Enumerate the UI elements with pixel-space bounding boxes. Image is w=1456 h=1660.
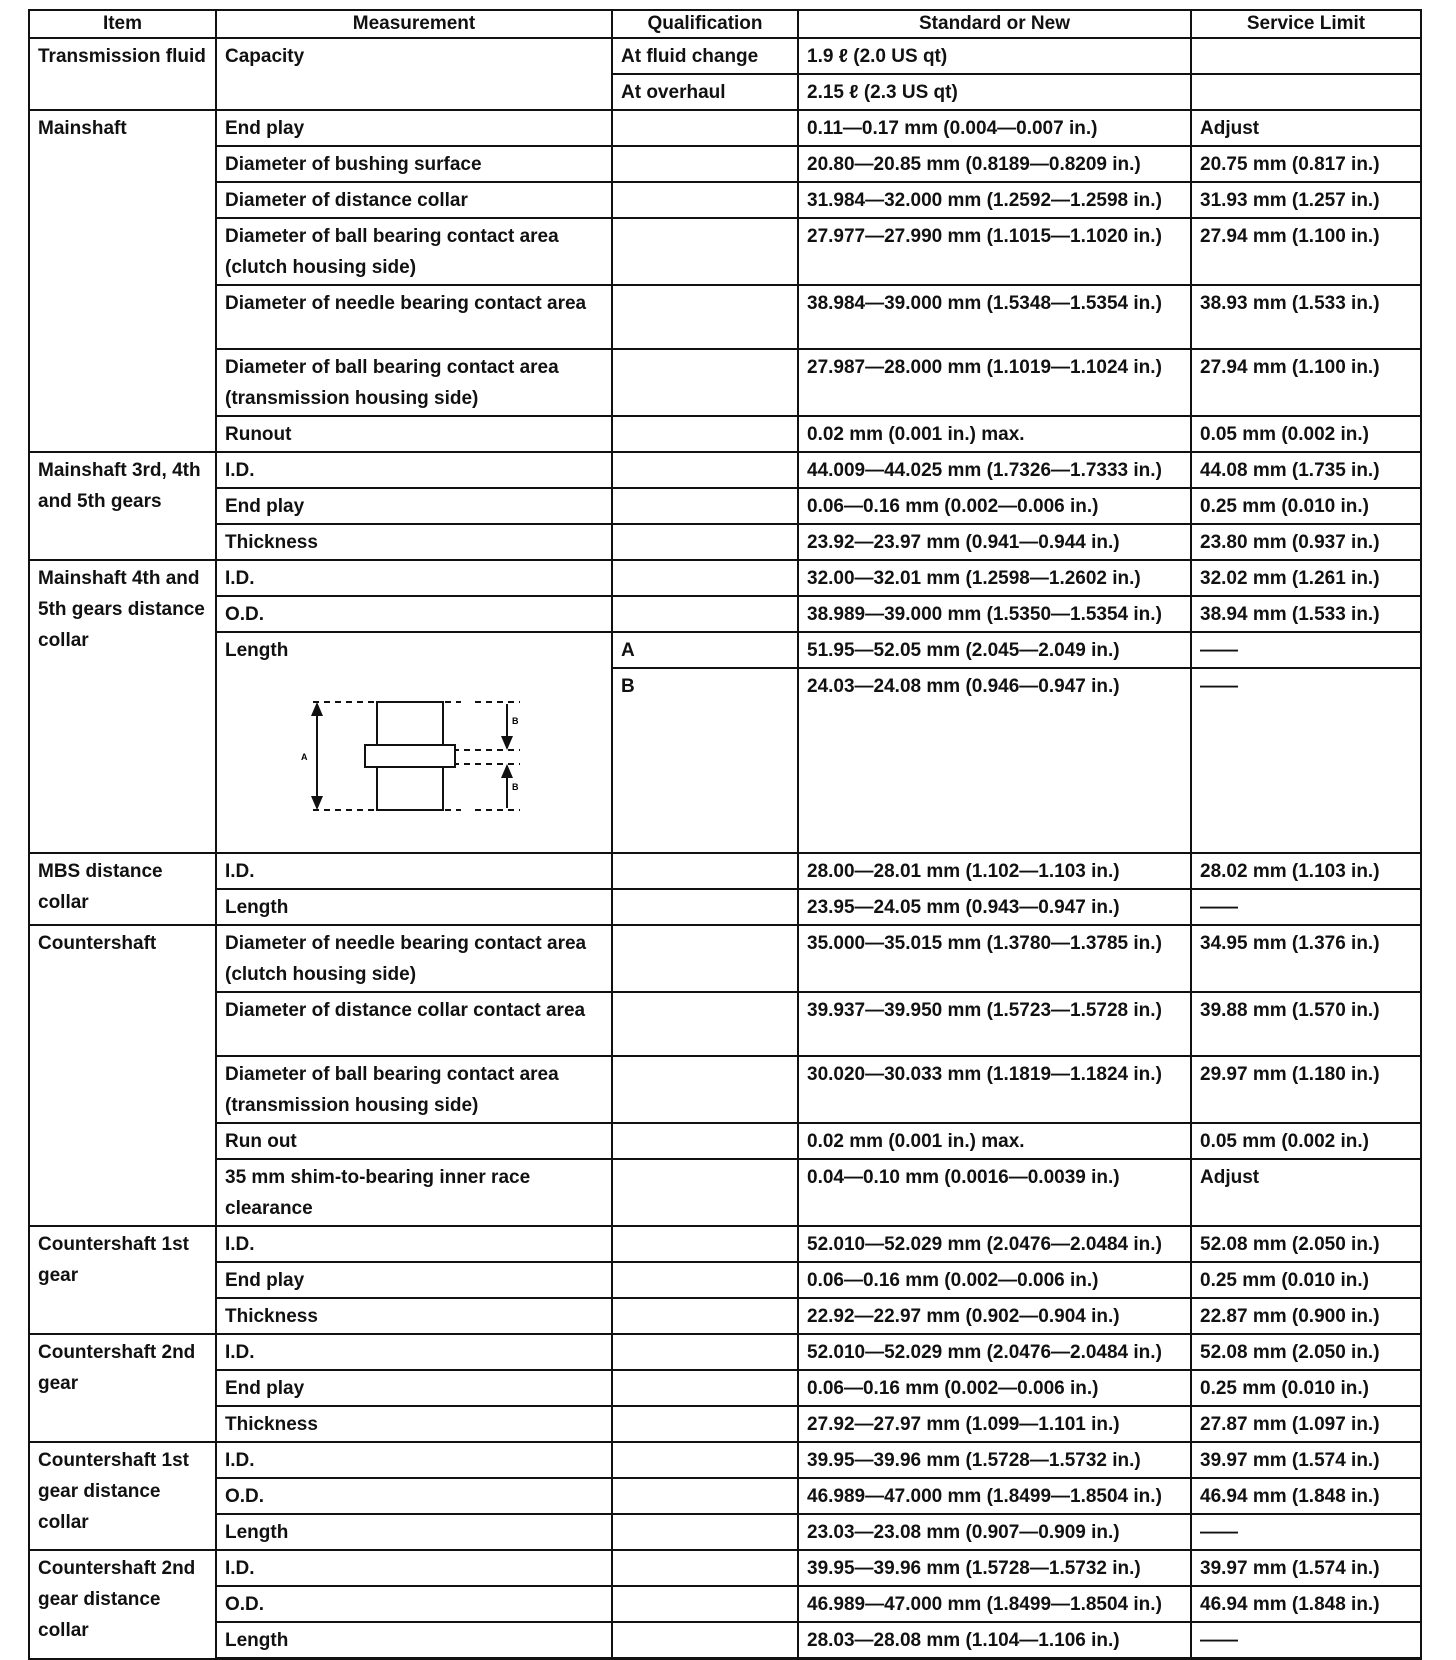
header-measurement: Measurement (216, 10, 612, 38)
service-limit-cell: 23.80 mm (0.937 in.) (1191, 524, 1421, 560)
table-row (29, 1123, 1421, 1159)
measurement-cell: Diameter of ball bearing contact area (clutch housing side) (216, 218, 612, 285)
service-limit-cell: 38.93 mm (1.533 in.) (1191, 285, 1421, 349)
header-qualification: Qualification (612, 10, 798, 38)
service-limit-cell: 22.87 mm (0.900 in.) (1191, 1298, 1421, 1334)
qualification-cell (612, 596, 798, 632)
service-limit-cell: 46.94 mm (1.848 in.) (1191, 1586, 1421, 1622)
measurement-cell: I.D. (216, 1442, 612, 1478)
measurement-cell: Diameter of needle bearing contact area (clutch housing side) (216, 925, 612, 992)
service-limit-cell: 39.97 mm (1.574 in.) (1191, 1550, 1421, 1586)
standard-cell: 28.00—28.01 mm (1.102—1.103 in.) (798, 853, 1191, 889)
service-limit-cell: 52.08 mm (2.050 in.) (1191, 1334, 1421, 1370)
service-limit-cell: 31.93 mm (1.257 in.) (1191, 182, 1421, 218)
service-limit-cell: Adjust (1191, 110, 1421, 146)
item-cell: Transmission fluid (29, 38, 216, 110)
label-b-bottom: B (512, 782, 519, 792)
service-limit-cell: 20.75 mm (0.817 in.) (1191, 146, 1421, 182)
qualification-cell (612, 1123, 798, 1159)
qualification-cell (612, 146, 798, 182)
table-row (29, 560, 1421, 596)
standard-cell: 52.010—52.029 mm (2.0476—2.0484 in.) (798, 1334, 1191, 1370)
qualification-cell (612, 1370, 798, 1406)
item-cell: Mainshaft (29, 110, 216, 452)
service-limit-cell: 29.97 mm (1.180 in.) (1191, 1056, 1421, 1123)
service-limit-cell (1191, 38, 1421, 74)
qualification-cell (612, 488, 798, 524)
arrow-icon (311, 796, 323, 810)
service-limit-cell: 0.25 mm (0.010 in.) (1191, 1370, 1421, 1406)
standard-cell: 23.92—23.97 mm (0.941—0.944 in.) (798, 524, 1191, 560)
standard-cell: 46.989—47.000 mm (1.8499—1.8504 in.) (798, 1478, 1191, 1514)
measurement-cell: Runout (216, 416, 612, 452)
label-b-top: B (512, 716, 519, 726)
measurement-cell: Capacity (216, 38, 612, 110)
standard-cell: 0.06—0.16 mm (0.002—0.006 in.) (798, 1262, 1191, 1298)
arrow-icon (501, 764, 513, 778)
measurement-cell: Diameter of ball bearing contact area (transmission housing side) (216, 1056, 612, 1123)
measurement-cell: Diameter of needle bearing contact area (216, 285, 612, 349)
service-limit-cell: —— (1191, 632, 1421, 668)
qualification-cell (612, 925, 798, 992)
qualification-cell (612, 1159, 798, 1226)
qualification-cell (612, 1334, 798, 1370)
measurement-cell: I.D. (216, 1226, 612, 1262)
arrow-icon (311, 702, 323, 716)
qualification-cell (612, 1406, 798, 1442)
measurement-cell: Length (216, 1514, 612, 1550)
qualification-cell (612, 889, 798, 925)
item-cell: Countershaft 2nd gear distance collar (29, 1550, 216, 1659)
measurement-cell: Thickness (216, 1406, 612, 1442)
standard-cell: 23.95—24.05 mm (0.943—0.947 in.) (798, 889, 1191, 925)
standard-cell: 35.000—35.015 mm (1.3780—1.3785 in.) (798, 925, 1191, 992)
table-row (29, 992, 1421, 1056)
table-row (29, 146, 1421, 182)
measurement-label: Length (225, 640, 289, 661)
standard-cell: 23.03—23.08 mm (0.907—0.909 in.) (798, 1514, 1191, 1550)
standard-cell: 51.95—52.05 mm (2.045—2.049 in.) (798, 632, 1191, 668)
table-row (29, 1226, 1421, 1262)
qualification-cell (612, 1550, 798, 1586)
service-limit-cell: 44.08 mm (1.735 in.) (1191, 452, 1421, 488)
table-row (29, 1586, 1421, 1622)
measurement-cell: End play (216, 488, 612, 524)
measurement-cell: I.D. (216, 560, 612, 596)
standard-cell: 0.02 mm (0.001 in.) max. (798, 1123, 1191, 1159)
standard-cell: 27.977—27.990 mm (1.1015—1.1020 in.) (798, 218, 1191, 285)
table-row (29, 1478, 1421, 1514)
standard-cell: 31.984—32.000 mm (1.2592—1.2598 in.) (798, 182, 1191, 218)
qualification-cell (612, 182, 798, 218)
item-cell: Mainshaft 4th and 5th gears distance collar (29, 560, 216, 853)
table-row (29, 1514, 1421, 1550)
table-row (29, 1622, 1421, 1659)
standard-cell: 44.009—44.025 mm (1.7326—1.7333 in.) (798, 452, 1191, 488)
measurement-cell: Length (216, 1622, 612, 1659)
standard-cell: 1.9 ℓ (2.0 US qt) (798, 38, 1191, 74)
standard-cell: 24.03—24.08 mm (0.946—0.947 in.) (798, 668, 1191, 853)
measurement-cell: I.D. (216, 853, 612, 889)
table-row (29, 38, 1421, 74)
measurement-cell: End play (216, 1370, 612, 1406)
service-limit-cell: 34.95 mm (1.376 in.) (1191, 925, 1421, 992)
standard-cell: 2.15 ℓ (2.3 US qt) (798, 74, 1191, 110)
standard-cell: 38.984—39.000 mm (1.5348—1.5354 in.) (798, 285, 1191, 349)
spec-table (28, 9, 1422, 1660)
qualification-cell (612, 1298, 798, 1334)
service-limit-cell: 27.94 mm (1.100 in.) (1191, 349, 1421, 416)
standard-cell: 38.989—39.000 mm (1.5350—1.5354 in.) (798, 596, 1191, 632)
table-row (29, 218, 1421, 285)
table-row (29, 110, 1421, 146)
service-limit-cell: Adjust (1191, 1159, 1421, 1226)
qualification-cell (612, 524, 798, 560)
service-limit-cell: 28.02 mm (1.103 in.) (1191, 853, 1421, 889)
qualification-cell (612, 1442, 798, 1478)
standard-cell: 0.06—0.16 mm (0.002—0.006 in.) (798, 488, 1191, 524)
table-row (29, 452, 1421, 488)
standard-cell: 39.95—39.96 mm (1.5728—1.5732 in.) (798, 1550, 1191, 1586)
measurement-cell: O.D. (216, 596, 612, 632)
item-cell: MBS distance collar (29, 853, 216, 925)
item-cell: Mainshaft 3rd, 4th and 5th gears (29, 452, 216, 560)
table-row (29, 1370, 1421, 1406)
qualification-cell (612, 110, 798, 146)
service-limit-cell: 38.94 mm (1.533 in.) (1191, 596, 1421, 632)
qualification-cell (612, 853, 798, 889)
measurement-cell: O.D. (216, 1478, 612, 1514)
standard-cell: 46.989—47.000 mm (1.8499—1.8504 in.) (798, 1586, 1191, 1622)
standard-cell: 30.020—30.033 mm (1.1819—1.1824 in.) (798, 1056, 1191, 1123)
measurement-cell: O.D. (216, 1586, 612, 1622)
table-row (29, 1262, 1421, 1298)
service-limit-cell: 0.05 mm (0.002 in.) (1191, 416, 1421, 452)
label-a: A (301, 752, 308, 762)
header-item: Item (29, 10, 216, 38)
header-standard: Standard or New (798, 10, 1191, 38)
service-limit-cell (1191, 74, 1421, 110)
qualification-cell: B (612, 668, 798, 853)
standard-cell: 0.02 mm (0.001 in.) max. (798, 416, 1191, 452)
qualification-cell (612, 349, 798, 416)
qualification-cell (612, 1226, 798, 1262)
header-row (29, 10, 1421, 38)
table-row (29, 416, 1421, 452)
standard-cell: 0.06—0.16 mm (0.002—0.006 in.) (798, 1370, 1191, 1406)
qualification-cell: At overhaul (612, 74, 798, 110)
service-limit-cell: 52.08 mm (2.050 in.) (1191, 1226, 1421, 1262)
measurement-cell: Diameter of distance collar (216, 182, 612, 218)
service-limit-cell: 0.05 mm (0.002 in.) (1191, 1123, 1421, 1159)
standard-cell: 27.987—28.000 mm (1.1019—1.1024 in.) (798, 349, 1191, 416)
measurement-cell: 35 mm shim-to-bearing inner race clearance (216, 1159, 612, 1226)
measurement-cell: Diameter of ball bearing contact area (transmission housing side) (216, 349, 612, 416)
service-limit-cell: —— (1191, 1514, 1421, 1550)
measurement-cell: Run out (216, 1123, 612, 1159)
table-row (29, 1334, 1421, 1370)
measurement-cell: I.D. (216, 1550, 612, 1586)
standard-cell: 0.04—0.10 mm (0.0016—0.0039 in.) (798, 1159, 1191, 1226)
table-row (29, 1550, 1421, 1586)
service-limit-cell: 27.87 mm (1.097 in.) (1191, 1406, 1421, 1442)
item-cell: Countershaft 1st gear (29, 1226, 216, 1334)
measurement-cell: Thickness (216, 524, 612, 560)
table-row (29, 285, 1421, 349)
table-row (29, 632, 1421, 668)
table-row (29, 524, 1421, 560)
service-limit-cell: 0.25 mm (0.010 in.) (1191, 488, 1421, 524)
service-limit-cell: —— (1191, 889, 1421, 925)
measurement-cell: End play (216, 1262, 612, 1298)
qualification-cell (612, 1622, 798, 1659)
qualification-cell (612, 1586, 798, 1622)
qualification-cell (612, 1262, 798, 1298)
qualification-cell (612, 285, 798, 349)
header-service-limit: Service Limit (1191, 10, 1421, 38)
table-row (29, 853, 1421, 889)
standard-cell: 39.95—39.96 mm (1.5728—1.5732 in.) (798, 1442, 1191, 1478)
qualification-cell (612, 452, 798, 488)
table-row (29, 596, 1421, 632)
standard-cell: 20.80—20.85 mm (0.8189—0.8209 in.) (798, 146, 1191, 182)
qualification-cell: At fluid change (612, 38, 798, 74)
measurement-cell (216, 632, 612, 853)
table-row (29, 1298, 1421, 1334)
table-row (29, 1442, 1421, 1478)
service-limit-cell: 39.97 mm (1.574 in.) (1191, 1442, 1421, 1478)
qualification-cell (612, 416, 798, 452)
standard-cell: 0.11—0.17 mm (0.004—0.007 in.) (798, 110, 1191, 146)
table-row (29, 1056, 1421, 1123)
standard-cell: 22.92—22.97 mm (0.902—0.904 in.) (798, 1298, 1191, 1334)
standard-cell: 32.00—32.01 mm (1.2598—1.2602 in.) (798, 560, 1191, 596)
measurement-cell: Diameter of bushing surface (216, 146, 612, 182)
service-limit-cell: 32.02 mm (1.261 in.) (1191, 560, 1421, 596)
qualification-cell (612, 560, 798, 596)
standard-cell: 28.03—28.08 mm (1.104—1.106 in.) (798, 1622, 1191, 1659)
collar-diagram (301, 690, 535, 820)
qualification-cell (612, 992, 798, 1056)
measurement-cell: I.D. (216, 452, 612, 488)
service-limit-cell: 46.94 mm (1.848 in.) (1191, 1478, 1421, 1514)
service-limit-cell: 27.94 mm (1.100 in.) (1191, 218, 1421, 285)
qualification-cell (612, 1478, 798, 1514)
arrow-icon (501, 736, 513, 750)
table-row (29, 488, 1421, 524)
table-row (29, 1406, 1421, 1442)
item-cell: Countershaft (29, 925, 216, 1226)
standard-cell: 39.937—39.950 mm (1.5723—1.5728 in.) (798, 992, 1191, 1056)
item-cell: Countershaft 1st gear distance collar (29, 1442, 216, 1550)
standard-cell: 52.010—52.029 mm (2.0476—2.0484 in.) (798, 1226, 1191, 1262)
qualification-cell (612, 1514, 798, 1550)
service-limit-cell: 0.25 mm (0.010 in.) (1191, 1262, 1421, 1298)
table-row (29, 925, 1421, 992)
measurement-cell: Length (216, 889, 612, 925)
service-limit-cell: —— (1191, 668, 1421, 853)
measurement-cell: End play (216, 110, 612, 146)
item-cell: Countershaft 2nd gear (29, 1334, 216, 1442)
measurement-cell: Diameter of distance collar contact area (216, 992, 612, 1056)
standard-cell: 27.92—27.97 mm (1.099—1.101 in.) (798, 1406, 1191, 1442)
qualification-cell: A (612, 632, 798, 668)
table-row (29, 889, 1421, 925)
table-row (29, 182, 1421, 218)
qualification-cell (612, 1056, 798, 1123)
service-limit-cell: —— (1191, 1622, 1421, 1659)
measurement-cell: Thickness (216, 1298, 612, 1334)
qualification-cell (612, 218, 798, 285)
table-row (29, 349, 1421, 416)
table-row (29, 1159, 1421, 1226)
measurement-cell: I.D. (216, 1334, 612, 1370)
service-limit-cell: 39.88 mm (1.570 in.) (1191, 992, 1421, 1056)
